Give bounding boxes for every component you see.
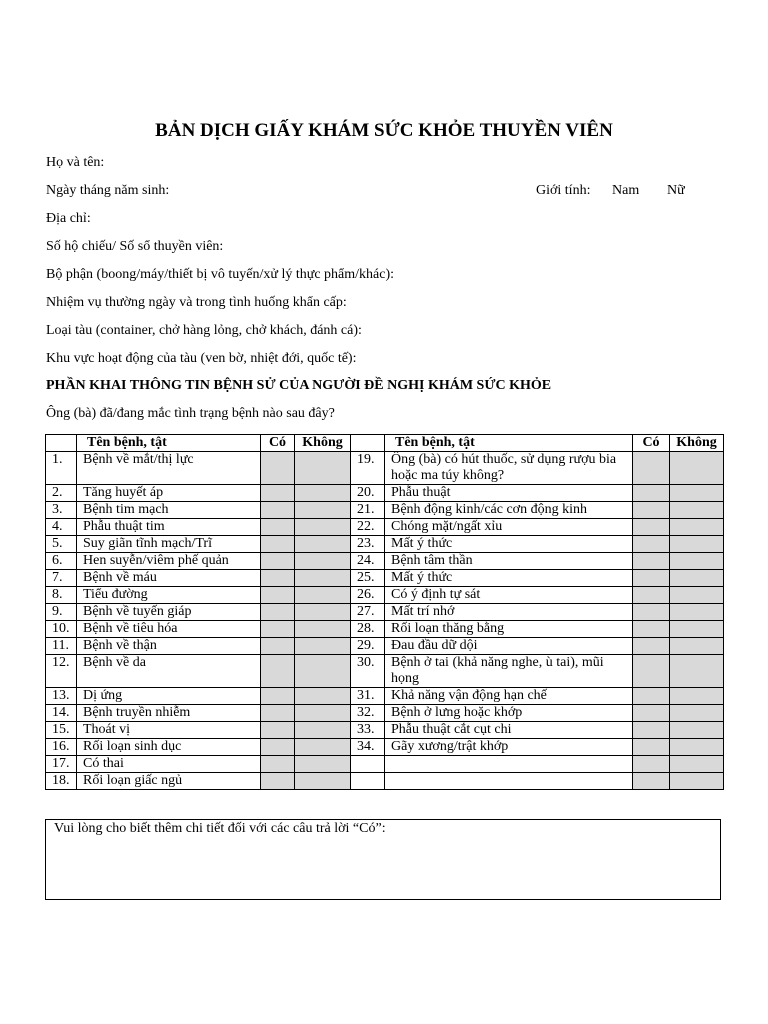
row-number-left: 18. [46,773,77,790]
row-number-left: 16. [46,739,77,756]
row-number-right: 19. [351,452,385,485]
yes-checkbox-cell-right[interactable] [633,502,670,519]
row-number-right: 21. [351,502,385,519]
yes-checkbox-cell-left[interactable] [261,705,295,722]
yes-checkbox-cell-left[interactable] [261,621,295,638]
row-number-right: 23. [351,536,385,553]
disease-name-right: Gãy xương/trật khớp [385,739,633,756]
table-row [46,722,724,739]
no-checkbox-cell-left[interactable] [295,688,351,705]
disease-name-left: Bệnh về tiêu hóa [77,621,261,638]
no-checkbox-cell-right[interactable] [670,773,724,790]
no-checkbox-cell-left[interactable] [295,655,351,688]
yes-checkbox-cell-right[interactable] [633,587,670,604]
department-field-label: Bộ phận (boong/máy/thiết bị vô tuyến/xử lý thực phẩm/khác): [46,267,395,282]
table-row [46,604,724,621]
row-number-right: 30. [351,655,385,688]
disease-name-right: Rối loạn thăng bằng [385,621,633,638]
disease-name-right: Đau đầu dữ dội [385,638,633,655]
disease-name-left: Bệnh về máu [77,570,261,587]
gender-label: Giới tính: [536,183,591,198]
row-number-right: 31. [351,688,385,705]
yes-checkbox-cell-right[interactable] [633,536,670,553]
row-number-left: 9. [46,604,77,621]
row-number-left: 3. [46,502,77,519]
disease-name-left: Tiểu đường [77,587,261,604]
row-number-right [351,773,385,790]
disease-name-right: Mất trí nhớ [385,604,633,621]
no-checkbox-cell-left[interactable] [295,570,351,587]
disease-name-right: Bệnh ở tai (khả năng nghe, ù tai), mũi họng [385,655,633,688]
row-number-right: 20. [351,485,385,502]
yes-checkbox-cell-right[interactable] [633,688,670,705]
page-title: BẢN DỊCH GIẤY KHÁM SỨC KHỎE THUYỀN VIÊN [155,120,613,141]
table-row [46,688,724,705]
table-row [46,621,724,638]
disease-name-right: Phẫu thuật [385,485,633,502]
row-number-right: 32. [351,705,385,722]
disease-name-left: Có thai [77,756,261,773]
table-row [46,756,724,773]
yes-checkbox-cell-right[interactable] [633,604,670,621]
yes-checkbox-cell-right[interactable] [633,485,670,502]
row-number-right: 28. [351,621,385,638]
dob-field-label: Ngày tháng năm sinh: [46,183,170,198]
yes-checkbox-cell-right[interactable] [633,638,670,655]
no-checkbox-cell-right[interactable] [670,553,724,570]
yes-checkbox-cell-left[interactable] [261,485,295,502]
duties-field-label: Nhiệm vụ thường ngày và trong tình huống khẩn cấp: [46,295,347,310]
disease-name-right: Khả năng vận động hạn chế [385,688,633,705]
row-number-left: 11. [46,638,77,655]
name-field-label: Họ và tên: [46,155,105,170]
disease-name-left: Suy giãn tĩnh mạch/Trĩ [77,536,261,553]
row-number-left: 8. [46,587,77,604]
yes-checkbox-cell-left[interactable] [261,688,295,705]
yes-checkbox-cell-right[interactable] [633,756,670,773]
disease-name-left: Rối loạn giấc ngủ [77,773,261,790]
row-number-left: 15. [46,722,77,739]
header-no-left: Không [295,435,351,452]
ship-type-field-label: Loại tàu (container, chở hàng lỏng, chở khách, đánh cá): [46,323,362,338]
row-number-left: 7. [46,570,77,587]
disease-name-left: Rối loạn sinh dục [77,739,261,756]
table-row [46,536,724,553]
address-field-label: Địa chỉ: [46,211,91,226]
no-checkbox-cell-right[interactable] [670,621,724,638]
no-checkbox-cell-left[interactable] [295,739,351,756]
disease-name-left: Bệnh về da [77,655,261,688]
disease-name-right [385,756,633,773]
notes-box[interactable] [45,819,721,900]
row-number-right: 26. [351,587,385,604]
row-number-right [351,756,385,773]
header-yes-left: Có [261,435,295,452]
disease-name-right: Phẫu thuật cắt cụt chi [385,722,633,739]
no-checkbox-cell-right[interactable] [670,638,724,655]
header-yes-right: Có [633,435,670,452]
yes-checkbox-cell-left[interactable] [261,452,295,485]
header-num-right [351,435,385,452]
no-checkbox-cell-right[interactable] [670,688,724,705]
table-row [46,587,724,604]
table-row [46,638,724,655]
no-checkbox-cell-left[interactable] [295,553,351,570]
yes-checkbox-cell-right[interactable] [633,773,670,790]
yes-checkbox-cell-right[interactable] [633,519,670,536]
no-checkbox-cell-right[interactable] [670,570,724,587]
table-row [46,655,724,688]
no-checkbox-cell-right[interactable] [670,655,724,688]
yes-checkbox-cell-left[interactable] [261,553,295,570]
row-number-right: 33. [351,722,385,739]
yes-checkbox-cell-right[interactable] [633,705,670,722]
no-checkbox-cell-left[interactable] [295,502,351,519]
yes-checkbox-cell-left[interactable] [261,570,295,587]
yes-checkbox-cell-right[interactable] [633,655,670,688]
no-checkbox-cell-left[interactable] [295,587,351,604]
medical-history-table [45,434,724,790]
yes-checkbox-cell-right[interactable] [633,722,670,739]
table-row [46,519,724,536]
no-checkbox-cell-right[interactable] [670,519,724,536]
gender-field [536,183,685,199]
no-checkbox-cell-right[interactable] [670,587,724,604]
row-number-right: 27. [351,604,385,621]
row-number-left: 4. [46,519,77,536]
operating-area-field-label: Khu vực hoạt động của tàu (ven bờ, nhiệt đới, quốc tế): [46,351,357,366]
table-row [46,485,724,502]
no-checkbox-cell-right[interactable] [670,452,724,485]
yes-checkbox-cell-left[interactable] [261,756,295,773]
yes-checkbox-cell-right[interactable] [633,570,670,587]
table-row [46,570,724,587]
disease-name-right: Bệnh tâm thần [385,553,633,570]
row-number-right: 22. [351,519,385,536]
disease-name-left: Tăng huyết áp [77,485,261,502]
no-checkbox-cell-left[interactable] [295,756,351,773]
no-checkbox-cell-left[interactable] [295,519,351,536]
disease-name-right: Mất ý thức [385,570,633,587]
header-no-right: Không [670,435,724,452]
row-number-left: 10. [46,621,77,638]
disease-name-right [385,773,633,790]
disease-name-left: Bệnh tim mạch [77,502,261,519]
table-row [46,502,724,519]
table-row [46,739,724,756]
no-checkbox-cell-right[interactable] [670,739,724,756]
no-checkbox-cell-left[interactable] [295,536,351,553]
yes-checkbox-cell-left[interactable] [261,502,295,519]
disease-name-left: Phẫu thuật tim [77,519,261,536]
table-row [46,452,724,485]
no-checkbox-cell-right[interactable] [670,756,724,773]
yes-checkbox-cell-left[interactable] [261,739,295,756]
no-checkbox-cell-left[interactable] [295,452,351,485]
disease-name-left: Thoát vị [77,722,261,739]
no-checkbox-cell-right[interactable] [670,705,724,722]
yes-checkbox-cell-left[interactable] [261,638,295,655]
row-number-left: 14. [46,705,77,722]
yes-checkbox-cell-right[interactable] [633,621,670,638]
header-disease-left: Tên bệnh, tật [77,435,261,452]
row-number-left: 17. [46,756,77,773]
yes-checkbox-cell-left[interactable] [261,655,295,688]
disease-name-right: Chóng mặt/ngất xỉu [385,519,633,536]
disease-name-left: Bệnh về thận [77,638,261,655]
no-checkbox-cell-right[interactable] [670,485,724,502]
disease-name-left: Dị ứng [77,688,261,705]
no-checkbox-cell-left[interactable] [295,722,351,739]
row-number-left: 6. [46,553,77,570]
no-checkbox-cell-right[interactable] [670,722,724,739]
gender-male-option: Nam [612,183,640,198]
disease-name-left: Bệnh về tuyến giáp [77,604,261,621]
no-checkbox-cell-left[interactable] [295,604,351,621]
disease-name-right: Mất ý thức [385,536,633,553]
row-number-right: 34. [351,739,385,756]
row-number-left: 12. [46,655,77,688]
no-checkbox-cell-right[interactable] [670,536,724,553]
disease-name-left: Bệnh truyền nhiễm [77,705,261,722]
row-number-right: 24. [351,553,385,570]
passport-field-label: Số hộ chiếu/ Số sổ thuyền viên: [46,239,224,254]
header-num-left [46,435,77,452]
yes-checkbox-cell-left[interactable] [261,604,295,621]
row-number-right: 25. [351,570,385,587]
no-checkbox-cell-left[interactable] [295,485,351,502]
table-row [46,705,724,722]
disease-name-right: Ông (bà) có hút thuốc, sử dụng rượu bia hoặc ma túy không? [385,452,633,485]
table-row [46,553,724,570]
no-checkbox-cell-right[interactable] [670,604,724,621]
disease-name-left: Hen suyễn/viêm phế quản [77,553,261,570]
disease-name-right: Bệnh ở lưng hoặc khớp [385,705,633,722]
header-disease-right: Tên bệnh, tật [385,435,633,452]
row-number-right: 29. [351,638,385,655]
yes-checkbox-cell-left[interactable] [261,536,295,553]
disease-name-left: Bệnh về mắt/thị lực [77,452,261,485]
no-checkbox-cell-left[interactable] [295,638,351,655]
table-row [46,773,724,790]
yes-checkbox-cell-right[interactable] [633,553,670,570]
no-checkbox-cell-left[interactable] [295,621,351,638]
row-number-left: 5. [46,536,77,553]
row-number-left: 2. [46,485,77,502]
gender-female-option: Nữ [667,183,685,198]
yes-checkbox-cell-right[interactable] [633,739,670,756]
yes-checkbox-cell-left[interactable] [261,722,295,739]
no-checkbox-cell-left[interactable] [295,773,351,790]
yes-checkbox-cell-left[interactable] [261,773,295,790]
no-checkbox-cell-right[interactable] [670,502,724,519]
yes-checkbox-cell-left[interactable] [261,519,295,536]
disease-name-right: Bệnh động kinh/các cơn động kinh [385,502,633,519]
row-number-left: 13. [46,688,77,705]
notes-label: Vui lòng cho biết thêm chi tiết đối với các câu trả lời “Có”: [54,821,386,836]
row-number-left: 1. [46,452,77,485]
yes-checkbox-cell-right[interactable] [633,452,670,485]
yes-checkbox-cell-left[interactable] [261,587,295,604]
question-text: Ông (bà) đã/đang mắc tình trạng bệnh nào sau đây? [46,406,335,421]
no-checkbox-cell-left[interactable] [295,705,351,722]
disease-name-right: Có ý định tự sát [385,587,633,604]
section-title: PHẦN KHAI THÔNG TIN BỆNH SỬ CỦA NGƯỜI ĐỀ NGHỊ KHÁM SỨC KHỎE [46,378,552,393]
